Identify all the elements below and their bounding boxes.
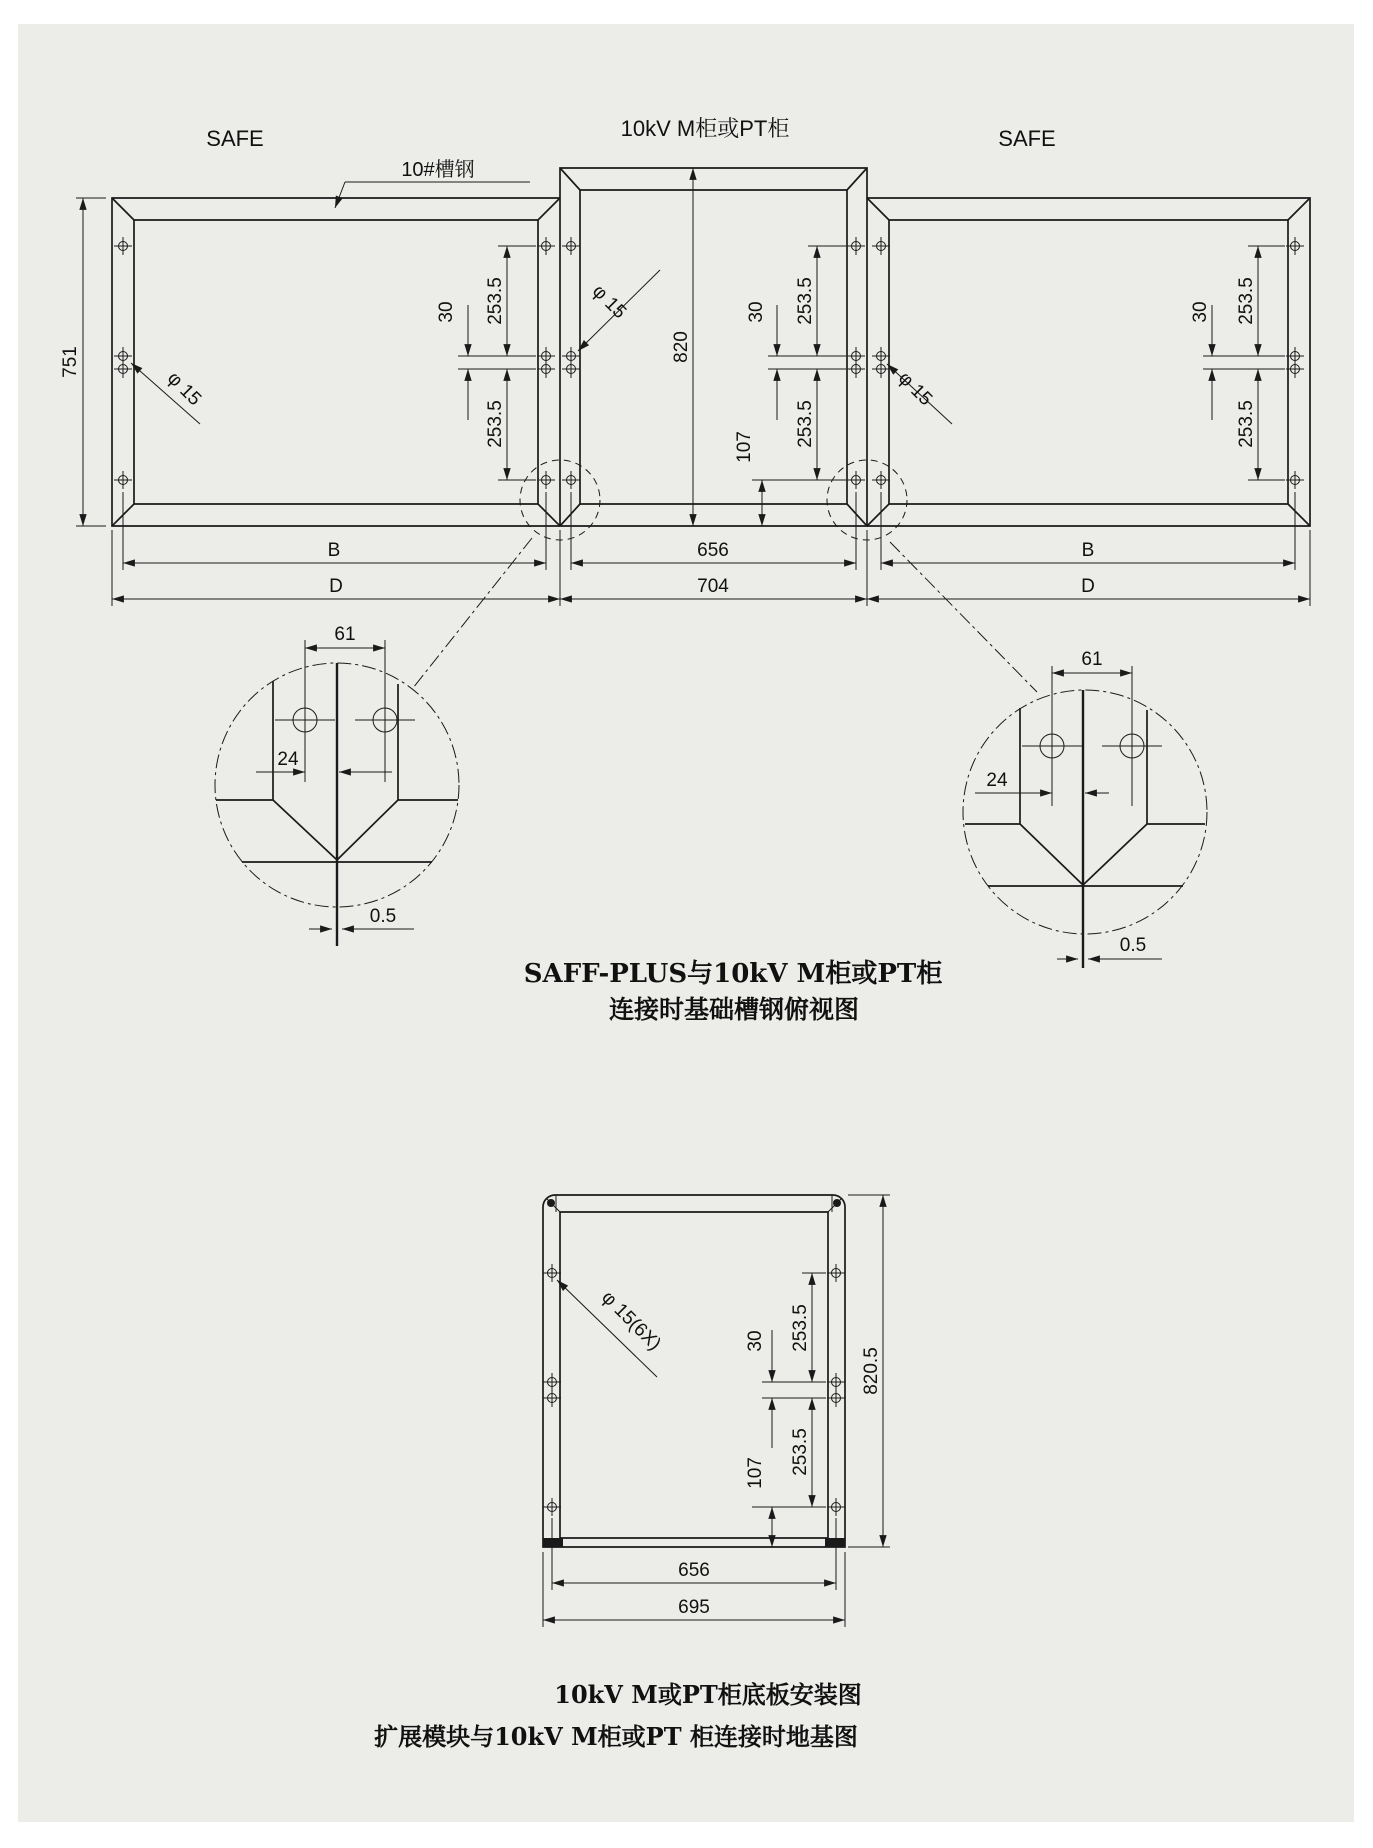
dim-820: 820 xyxy=(671,331,692,363)
dim-253-5: 253.5 xyxy=(795,277,816,325)
dim-24: 24 xyxy=(277,749,299,770)
safe-right-title: SAFE xyxy=(998,126,1056,151)
dim-656: 656 xyxy=(697,540,729,561)
dim-107: 107 xyxy=(734,431,755,463)
dim-30: 30 xyxy=(746,301,767,323)
dim-253-5: 253.5 xyxy=(795,400,816,448)
dim-D: D xyxy=(329,576,343,597)
dim-107: 107 xyxy=(745,1457,766,1489)
dim-695: 695 xyxy=(678,1597,710,1618)
dim-B: B xyxy=(1081,540,1095,561)
dim-820-5: 820.5 xyxy=(861,1347,882,1395)
dim-253-5: 253.5 xyxy=(790,1428,811,1476)
dim-751: 751 xyxy=(60,346,81,378)
dim-30: 30 xyxy=(1190,301,1211,323)
fig1-caption-line1: SAFF-PLUS与10kV M柜或PT柜 xyxy=(523,959,943,989)
dim-253-5: 253.5 xyxy=(485,400,506,448)
dim-0-5: 0.5 xyxy=(1119,935,1147,956)
dim-B: B xyxy=(327,540,341,561)
channel-steel-label: 10#槽钢 xyxy=(401,159,475,181)
base-plate-pad xyxy=(825,1538,845,1547)
hole-dia-label: φ 15(6X) xyxy=(597,1287,665,1355)
fig2-caption-line1: 10kV M或PT柜底板安装图 xyxy=(554,1680,862,1709)
dim-30: 30 xyxy=(436,301,457,323)
hole-dia-label: φ 15 xyxy=(893,367,937,411)
dim-24: 24 xyxy=(986,770,1008,791)
dim-253-5: 253.5 xyxy=(1236,400,1257,448)
hole-dia-label: φ 15 xyxy=(162,367,206,411)
base-plate-pad xyxy=(543,1538,563,1547)
dim-61: 61 xyxy=(1081,649,1103,670)
dim-704: 704 xyxy=(697,576,729,597)
dim-253-5: 253.5 xyxy=(485,277,506,325)
dim-253-5: 253.5 xyxy=(1236,277,1257,325)
hole-dia-label: φ 15 xyxy=(587,280,631,324)
dim-61: 61 xyxy=(334,624,356,645)
dim-253-5: 253.5 xyxy=(790,1304,811,1352)
dim-D: D xyxy=(1081,576,1095,597)
fig2-caption-line2: 扩展模块与10kV M柜或PT 柜连接时地基图 xyxy=(374,1722,858,1751)
dim-30: 30 xyxy=(745,1330,766,1352)
corner-bolt-icon xyxy=(547,1199,555,1207)
dim-656: 656 xyxy=(678,1560,710,1581)
fig1-caption-line2: 连接时基础槽钢俯视图 xyxy=(608,995,860,1024)
cabinet-title: 10kV M柜或PT柜 xyxy=(620,116,790,141)
paper-background xyxy=(18,24,1354,1822)
corner-bolt-icon xyxy=(833,1199,841,1207)
dim-0-5: 0.5 xyxy=(369,906,397,927)
safe-left-title: SAFE xyxy=(206,126,264,151)
